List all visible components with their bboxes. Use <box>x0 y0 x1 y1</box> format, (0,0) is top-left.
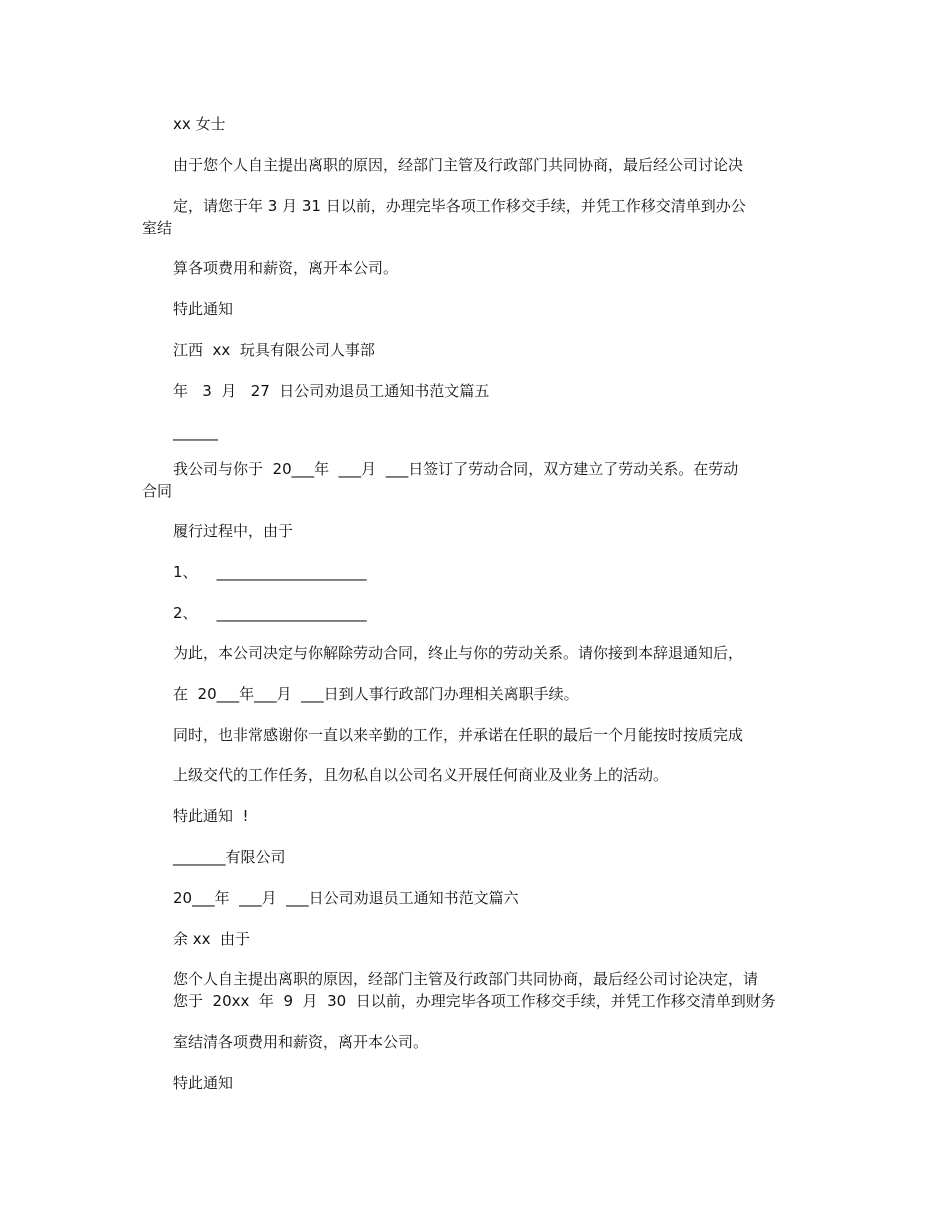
paragraph-line: 同时，也非常感谢你一直以来辛勤的工作，并承诺在任职的最后一个月能按时按质完成 <box>173 726 744 744</box>
date-heading-line: 20___年 ___月 ___日公司劝退员工通知书范文篇六 <box>173 889 519 907</box>
paragraph-line: 室结清各项费用和薪资，离开本公司。 <box>173 1033 429 1051</box>
notice-closing: 特此通知 ! <box>173 807 249 825</box>
reason-item-1: 1、 ____________________ <box>173 563 367 581</box>
paragraph-line: 履行过程中，由于 <box>173 522 294 540</box>
paragraph-line: 在 20___年___月 ___日到人事行政部门办理相关离职手续。 <box>173 685 579 703</box>
paragraph-line: 合同 <box>142 482 173 500</box>
notice-closing: 特此通知 <box>173 1074 234 1092</box>
blank-name-field: ______ <box>173 423 218 441</box>
paragraph-line: 由于您个人自主提出离职的原因，经部门主管及行政部门共同协商，最后经公司讨论决 <box>173 156 744 174</box>
paragraph-line: 算各项费用和薪资，离开本公司。 <box>173 259 399 277</box>
signature-company: 江西 xx 玩具有限公司人事部 <box>173 341 375 359</box>
paragraph-line: 您个人自主提出离职的原因，经部门主管及行政部门共同协商，最后经公司讨论决定，请 <box>173 970 759 988</box>
salutation: 余 xx 由于 <box>173 930 251 948</box>
signature-company: _______有限公司 <box>173 848 286 866</box>
paragraph-line: 上级交代的工作任务，且勿私自以公司名义开展任何商业及业务上的活动。 <box>173 766 669 784</box>
notice-closing: 特此通知 <box>173 300 234 318</box>
paragraph-line: 室结 <box>142 219 173 237</box>
paragraph-line: 您于 20xx 年 9 月 30 日以前，办理完毕各项工作移交手续，并凭工作移交清单到财务 <box>173 992 776 1010</box>
paragraph-line: 为此，本公司决定与你解除劳动合同，终止与你的劳动关系。请你接到本辞退通知后， <box>173 644 744 662</box>
date-heading-line: 年 3 月 27 日公司劝退员工通知书范文篇五 <box>173 382 490 400</box>
reason-item-2: 2、 ____________________ <box>173 604 367 622</box>
salutation: xx 女士 <box>173 115 226 133</box>
paragraph-line: 定，请您于年 3 月 31 日以前，办理完毕各项工作移交手续，并凭工作移交清单到办公 <box>173 197 746 215</box>
paragraph-line: 我公司与你于 20___年 ___月 ___日签订了劳动合同，双方建立了劳动关系。在劳动 <box>173 460 739 478</box>
